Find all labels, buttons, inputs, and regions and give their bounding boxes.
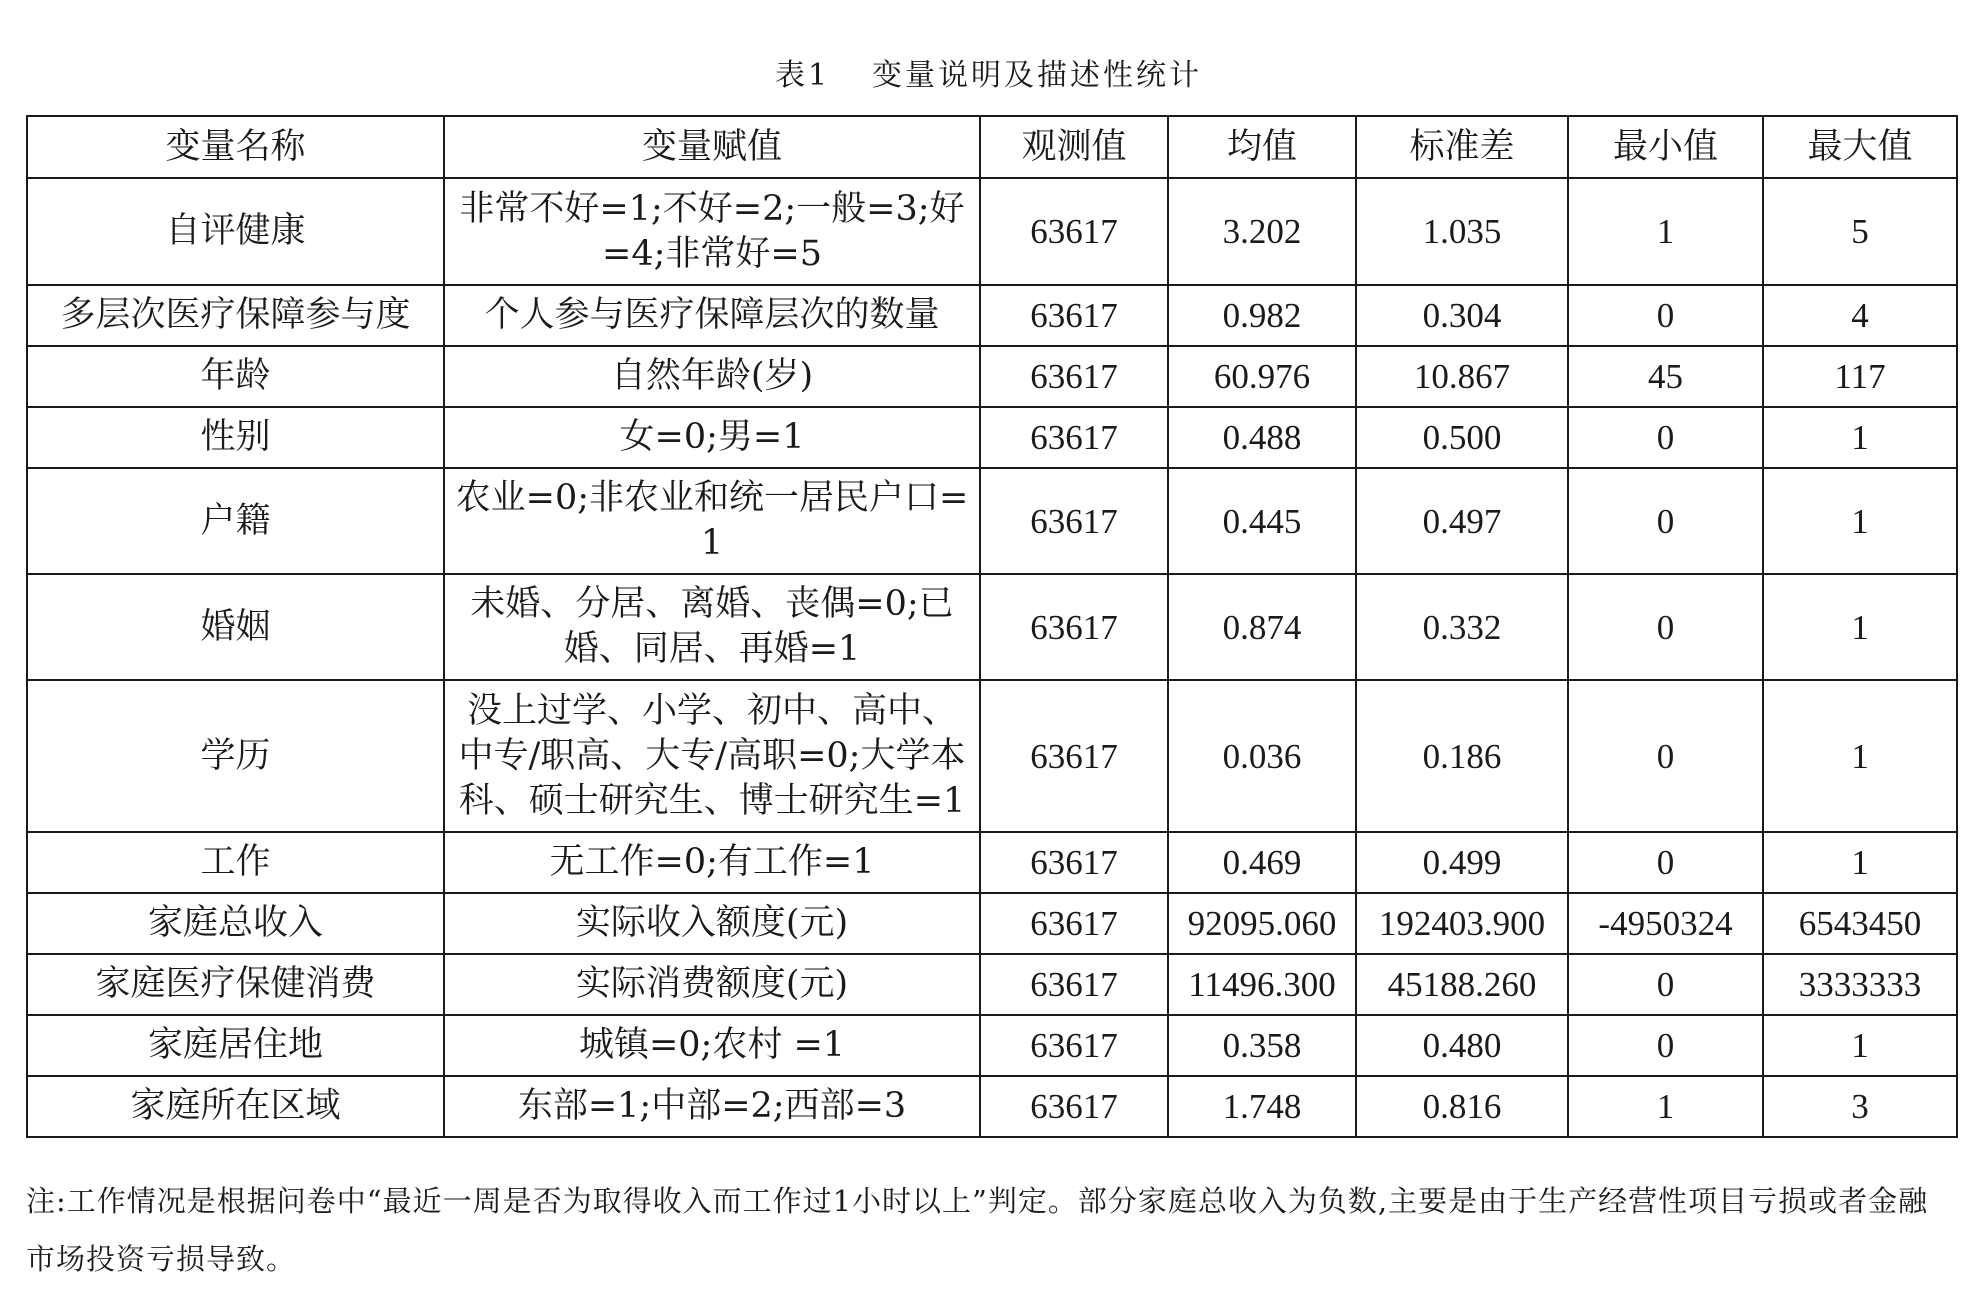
- header-max: 最大值: [1763, 116, 1957, 178]
- variable-assignment: 城镇=0;农村 =1: [444, 1015, 980, 1076]
- observations: 63617: [980, 893, 1168, 954]
- mean: 3.202: [1168, 178, 1356, 285]
- min: 1: [1568, 178, 1763, 285]
- mean: 11496.300: [1168, 954, 1356, 1015]
- observations: 63617: [980, 832, 1168, 893]
- header-observations: 观测值: [980, 116, 1168, 178]
- min: -4950324: [1568, 893, 1763, 954]
- std-dev: 0.186: [1356, 680, 1568, 832]
- max: 4: [1763, 285, 1957, 346]
- variable-assignment: 农业=0;非农业和统一居民户口=1: [444, 468, 980, 574]
- std-dev: 0.816: [1356, 1076, 1568, 1137]
- min: 0: [1568, 680, 1763, 832]
- table-row: [27, 468, 1957, 574]
- variable-name: 婚姻: [27, 574, 444, 680]
- mean: 0.445: [1168, 468, 1356, 574]
- std-dev: 45188.260: [1356, 954, 1568, 1015]
- table-number: 表1: [774, 58, 831, 93]
- mean: 1.748: [1168, 1076, 1356, 1137]
- header-mean: 均值: [1168, 116, 1356, 178]
- variable-name: 性别: [27, 407, 444, 468]
- table-row: [27, 1015, 1957, 1076]
- min: 45: [1568, 346, 1763, 407]
- table-title: [0, 50, 1977, 94]
- max: 1: [1763, 468, 1957, 574]
- observations: 63617: [980, 574, 1168, 680]
- min: 0: [1568, 574, 1763, 680]
- header-row: [27, 116, 1957, 178]
- observations: 63617: [980, 1015, 1168, 1076]
- header-variable-name: 变量名称: [27, 116, 444, 178]
- table-row: [27, 346, 1957, 407]
- table-row: [27, 893, 1957, 954]
- table-row: [27, 680, 1957, 832]
- header-min: 最小值: [1568, 116, 1763, 178]
- max: 117: [1763, 346, 1957, 407]
- variable-assignment: 无工作=0;有工作=1: [444, 832, 980, 893]
- statistics-table: [26, 115, 1958, 1138]
- min: 0: [1568, 832, 1763, 893]
- std-dev: 0.304: [1356, 285, 1568, 346]
- table-row: [27, 954, 1957, 1015]
- mean: 0.469: [1168, 832, 1356, 893]
- min: 0: [1568, 954, 1763, 1015]
- header-std-dev: 标准差: [1356, 116, 1568, 178]
- std-dev: 0.500: [1356, 407, 1568, 468]
- mean: 60.976: [1168, 346, 1356, 407]
- min: 1: [1568, 1076, 1763, 1137]
- observations: 63617: [980, 285, 1168, 346]
- variable-assignment: 自然年龄(岁): [444, 346, 980, 407]
- max: 1: [1763, 832, 1957, 893]
- min: 0: [1568, 285, 1763, 346]
- max: 1: [1763, 574, 1957, 680]
- std-dev: 0.480: [1356, 1015, 1568, 1076]
- variable-name: 学历: [27, 680, 444, 832]
- table-footnote: 注:工作情况是根据问卷中“最近一周是否为取得收入而工作过1小时以上”判定。部分家庭总收入为负数,主要是由于生产经营性项目亏损或者金融市场投资亏损导致。: [26, 1184, 1929, 1276]
- variable-name: 家庭居住地: [27, 1015, 444, 1076]
- mean: 0.036: [1168, 680, 1356, 832]
- std-dev: 0.499: [1356, 832, 1568, 893]
- observations: 63617: [980, 178, 1168, 285]
- max: 3: [1763, 1076, 1957, 1137]
- mean: 0.488: [1168, 407, 1356, 468]
- std-dev: 10.867: [1356, 346, 1568, 407]
- max: 5: [1763, 178, 1957, 285]
- observations: 63617: [980, 468, 1168, 574]
- variable-assignment: 个人参与医疗保障层次的数量: [444, 285, 980, 346]
- variable-name: 年龄: [27, 346, 444, 407]
- variable-assignment: 实际消费额度(元): [444, 954, 980, 1015]
- header-variable-assignment: 变量赋值: [444, 116, 980, 178]
- max: 1: [1763, 1015, 1957, 1076]
- variable-assignment: 女=0;男=1: [444, 407, 980, 468]
- min: 0: [1568, 407, 1763, 468]
- table-row: [27, 574, 1957, 680]
- std-dev: 192403.900: [1356, 893, 1568, 954]
- std-dev: 0.332: [1356, 574, 1568, 680]
- std-dev: 1.035: [1356, 178, 1568, 285]
- observations: 63617: [980, 346, 1168, 407]
- observations: 63617: [980, 954, 1168, 1015]
- min: 0: [1568, 468, 1763, 574]
- table-caption: 变量说明及描述性统计: [872, 58, 1203, 93]
- max: 3333333: [1763, 954, 1957, 1015]
- variable-assignment: 东部=1;中部=2;西部=3: [444, 1076, 980, 1137]
- std-dev: 0.497: [1356, 468, 1568, 574]
- min: 0: [1568, 1015, 1763, 1076]
- max: 1: [1763, 680, 1957, 832]
- mean: 0.982: [1168, 285, 1356, 346]
- max: 6543450: [1763, 893, 1957, 954]
- mean: 92095.060: [1168, 893, 1356, 954]
- variable-name: 家庭总收入: [27, 893, 444, 954]
- table-row: [27, 407, 1957, 468]
- max: 1: [1763, 407, 1957, 468]
- variable-name: 自评健康: [27, 178, 444, 285]
- variable-assignment: 非常不好=1;不好=2;一般=3;好=4;非常好=5: [444, 178, 980, 285]
- table-row: [27, 285, 1957, 346]
- observations: 63617: [980, 407, 1168, 468]
- variable-assignment: 实际收入额度(元): [444, 893, 980, 954]
- observations: 63617: [980, 680, 1168, 832]
- mean: 0.358: [1168, 1015, 1356, 1076]
- table-row: [27, 832, 1957, 893]
- variable-assignment: 未婚、分居、离婚、丧偶=0;已婚、同居、再婚=1: [444, 574, 980, 680]
- variable-assignment: 没上过学、小学、初中、高中、中专/职高、大专/高职=0;大学本科、硕士研究生、博士研究生=1: [444, 680, 980, 832]
- variable-name: 户籍: [27, 468, 444, 574]
- variable-name: 工作: [27, 832, 444, 893]
- mean: 0.874: [1168, 574, 1356, 680]
- observations: 63617: [980, 1076, 1168, 1137]
- table-row: [27, 178, 1957, 285]
- variable-name: 多层次医疗保障参与度: [27, 285, 444, 346]
- table-row: [27, 1076, 1957, 1137]
- variable-name: 家庭医疗保健消费: [27, 954, 444, 1015]
- variable-name: 家庭所在区域: [27, 1076, 444, 1137]
